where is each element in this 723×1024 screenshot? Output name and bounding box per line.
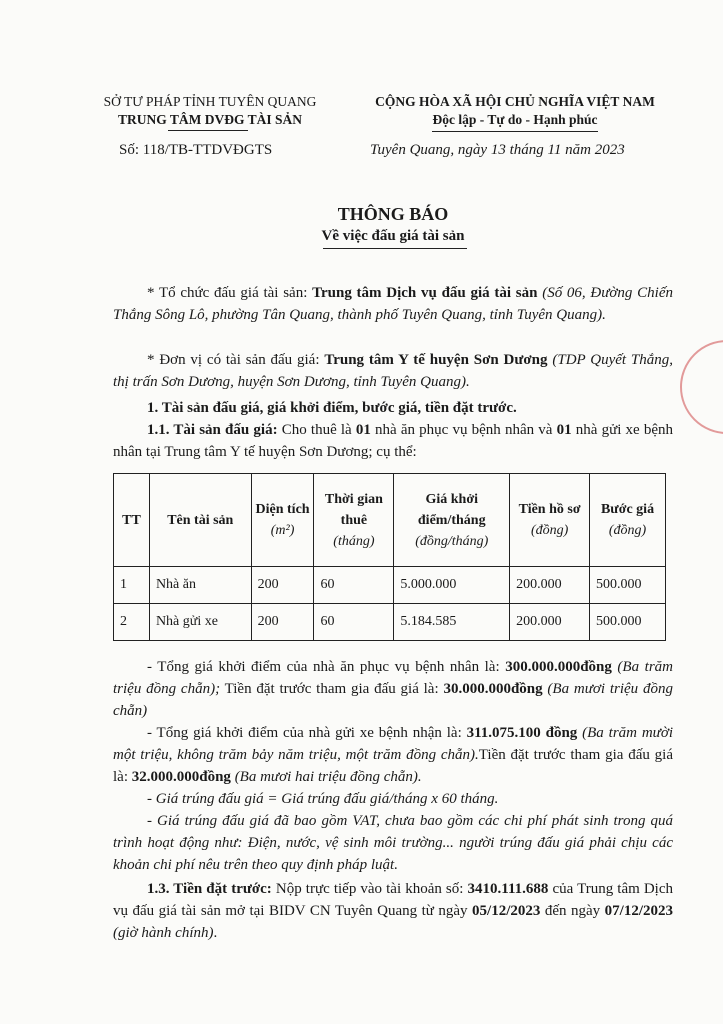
document-title: THÔNG BÁO xyxy=(337,204,449,224)
seal-stamp xyxy=(680,340,723,434)
document-subject: Về việc đấu giá tài sản xyxy=(321,228,465,244)
text-span: - Tổng giá khởi điểm của nhà ăn phục vụ bệnh nhân là: xyxy=(147,659,506,675)
header-main: Tên tài sản xyxy=(167,512,234,528)
parking-deposit: 32.000.000đồng xyxy=(131,769,231,785)
subject-underline xyxy=(323,248,467,249)
note-parking-price xyxy=(113,722,673,788)
text-span: - Tổng giá khởi điểm của nhà gửi xe bệnh nhận là: xyxy=(147,725,467,741)
table-row xyxy=(114,604,666,641)
note-canteen-price xyxy=(113,656,673,722)
cell-tt: 1 xyxy=(114,567,150,604)
canteen-total-price: 300.000.000đồng xyxy=(505,659,612,675)
header-area xyxy=(251,474,314,567)
deposit-date-from: 05/12/2023 xyxy=(472,903,541,919)
cell-area: 200 xyxy=(251,567,314,604)
parking-total-price: 311.075.100 đồng xyxy=(466,725,578,741)
header-main: Tiền hồ sơ xyxy=(518,502,581,517)
owner-label: * Đơn vị có tài sản đấu giá: xyxy=(147,352,325,368)
cell-bid-step: 500.000 xyxy=(590,567,666,604)
text-span: Tiền đặt trước tham gia đấu giá là: xyxy=(220,681,444,697)
text-span: đến ngày xyxy=(540,903,605,919)
header-bid-step xyxy=(590,474,666,567)
header-unit: (tháng) xyxy=(333,533,375,549)
cell-bid-step: 500.000 xyxy=(590,604,666,641)
text-span: Tiền đặt trước tham gia đấu giá là: xyxy=(113,747,674,785)
cell-tt: 2 xyxy=(114,604,150,641)
organizer-label: * Tổ chức đấu giá tài sản: xyxy=(147,285,313,301)
count-parking: 01 xyxy=(556,422,572,438)
text-span: của Trung tâm Dịch vụ đấu giá tài sản mở tại BIDV CN Tuyên Quang từ ngày xyxy=(113,881,674,919)
cell-asset-name: Nhà gửi xe xyxy=(149,604,251,641)
table-header-row xyxy=(114,474,666,567)
text-span: nhà gửi xe bệnh nhân tại Trung tâm Y tế huyện Sơn Dương; cụ thể: xyxy=(113,422,673,460)
note-vat: - Giá trúng đấu giá đã bao gồm VAT, chưa bao gồm các chi phí phát sinh trong quá trình hoạt động như: Điện, nước, vệ sinh môi trường... người trúng đấu giá phải chịu các khoản chi phí nêu trên theo quy định pháp luật. xyxy=(113,813,673,873)
cell-asset-name: Nhà ăn xyxy=(149,567,251,604)
section-1-1-paragraph xyxy=(113,419,673,463)
text-span: (giờ hành chính) xyxy=(113,925,214,941)
header-main: Thời gian thuê xyxy=(324,491,383,528)
text-span: (Ba trăm triệu đồng chẵn); xyxy=(113,659,673,697)
document-number: Số: 118/TB-TTDVĐGTS xyxy=(119,142,273,158)
cell-rental-period: 60 xyxy=(314,567,394,604)
organizer-address: (Số 06, Đường Chiến Thắng Sông Lô, phường Tân Quang, thành phố Tuyên Quang, tỉnh Tuyên Quang). xyxy=(113,285,673,323)
text-span: nhà ăn phục vụ bệnh nhân và xyxy=(370,422,557,438)
header-asset-name xyxy=(149,474,251,567)
owner-paragraph xyxy=(113,349,673,393)
header-main: Diện tích xyxy=(255,502,310,517)
motto-underline xyxy=(432,131,598,132)
text-span: Cho thuê là xyxy=(277,422,356,438)
cell-file-fee: 200.000 xyxy=(510,567,590,604)
nation-motto: Độc lập - Tự do - Hạnh phúc xyxy=(432,112,598,127)
note-winning-price: - Giá trúng đấu giá = Giá trúng đấu giá/tháng x 60 tháng. xyxy=(147,791,499,807)
header-file-fee xyxy=(510,474,590,567)
text-span: (Ba mươi hai triệu đồng chẵn). xyxy=(230,769,422,785)
section-1-heading: 1. Tài sản đấu giá, giá khởi điểm, bước giá, tiền đặt trước. xyxy=(147,400,517,416)
org-parent: SỞ TƯ PHÁP TỈNH TUYÊN QUANG xyxy=(103,94,317,109)
nation-title: CỘNG HÒA XÃ HỘI CHỦ NGHĨA VIỆT NAM xyxy=(375,94,655,109)
header-main: TT xyxy=(122,512,141,528)
header-unit: (đồng) xyxy=(608,523,647,538)
canteen-deposit: 30.000.000đồng xyxy=(443,681,543,697)
header-unit: (đồng) xyxy=(530,523,569,538)
organizer-name: Trung tâm Dịch vụ đấu giá tài sản xyxy=(312,285,538,301)
place-date: Tuyên Quang, ngày 13 tháng 11 năm 2023 xyxy=(370,142,625,158)
bank-account: 3410.111.688 xyxy=(467,881,549,897)
text-span: (Ba trăm mười một triệu, không trăm bảy năm triệu, một trăm đồng chẵn). xyxy=(113,725,674,763)
header-main: Bước giá xyxy=(600,502,655,517)
header-unit: (m²) xyxy=(270,523,295,538)
header-rental-period xyxy=(314,474,394,567)
asset-table xyxy=(113,473,666,641)
header-unit: (đồng/tháng) xyxy=(415,533,489,549)
header-main: Giá khởi điểm/tháng xyxy=(417,491,486,528)
cell-area: 200 xyxy=(251,604,314,641)
cell-rental-period: 60 xyxy=(314,604,394,641)
section-1-1-label: 1.1. Tài sản đấu giá: xyxy=(147,422,278,438)
deposit-paragraph xyxy=(113,878,673,944)
text-span: Nộp trực tiếp vào tài khoản số: xyxy=(271,881,468,897)
deposit-date-to: 07/12/2023 xyxy=(604,903,673,919)
owner-name: Trung tâm Y tế huyện Sơn Dương xyxy=(324,352,548,368)
cell-starting-price: 5.000.000 xyxy=(394,567,510,604)
cell-file-fee: 200.000 xyxy=(510,604,590,641)
count-canteen: 01 xyxy=(355,422,371,438)
org-underline xyxy=(168,130,248,131)
cell-starting-price: 5.184.585 xyxy=(394,604,510,641)
text-span: . xyxy=(213,925,218,941)
header-tt xyxy=(114,474,150,567)
org-name: TRUNG TÂM DVĐG TÀI SẢN xyxy=(117,112,303,127)
table-row xyxy=(114,567,666,604)
organizer-paragraph xyxy=(113,282,673,326)
deposit-label: 1.3. Tiền đặt trước: xyxy=(147,881,272,897)
header-starting-price xyxy=(394,474,510,567)
owner-address: (TDP Quyết Thắng, thị trấn Sơn Dương, huyện Sơn Dương, tỉnh Tuyên Quang). xyxy=(113,352,673,390)
text-span: (Ba mươi triệu đồng chẵn) xyxy=(113,681,673,719)
